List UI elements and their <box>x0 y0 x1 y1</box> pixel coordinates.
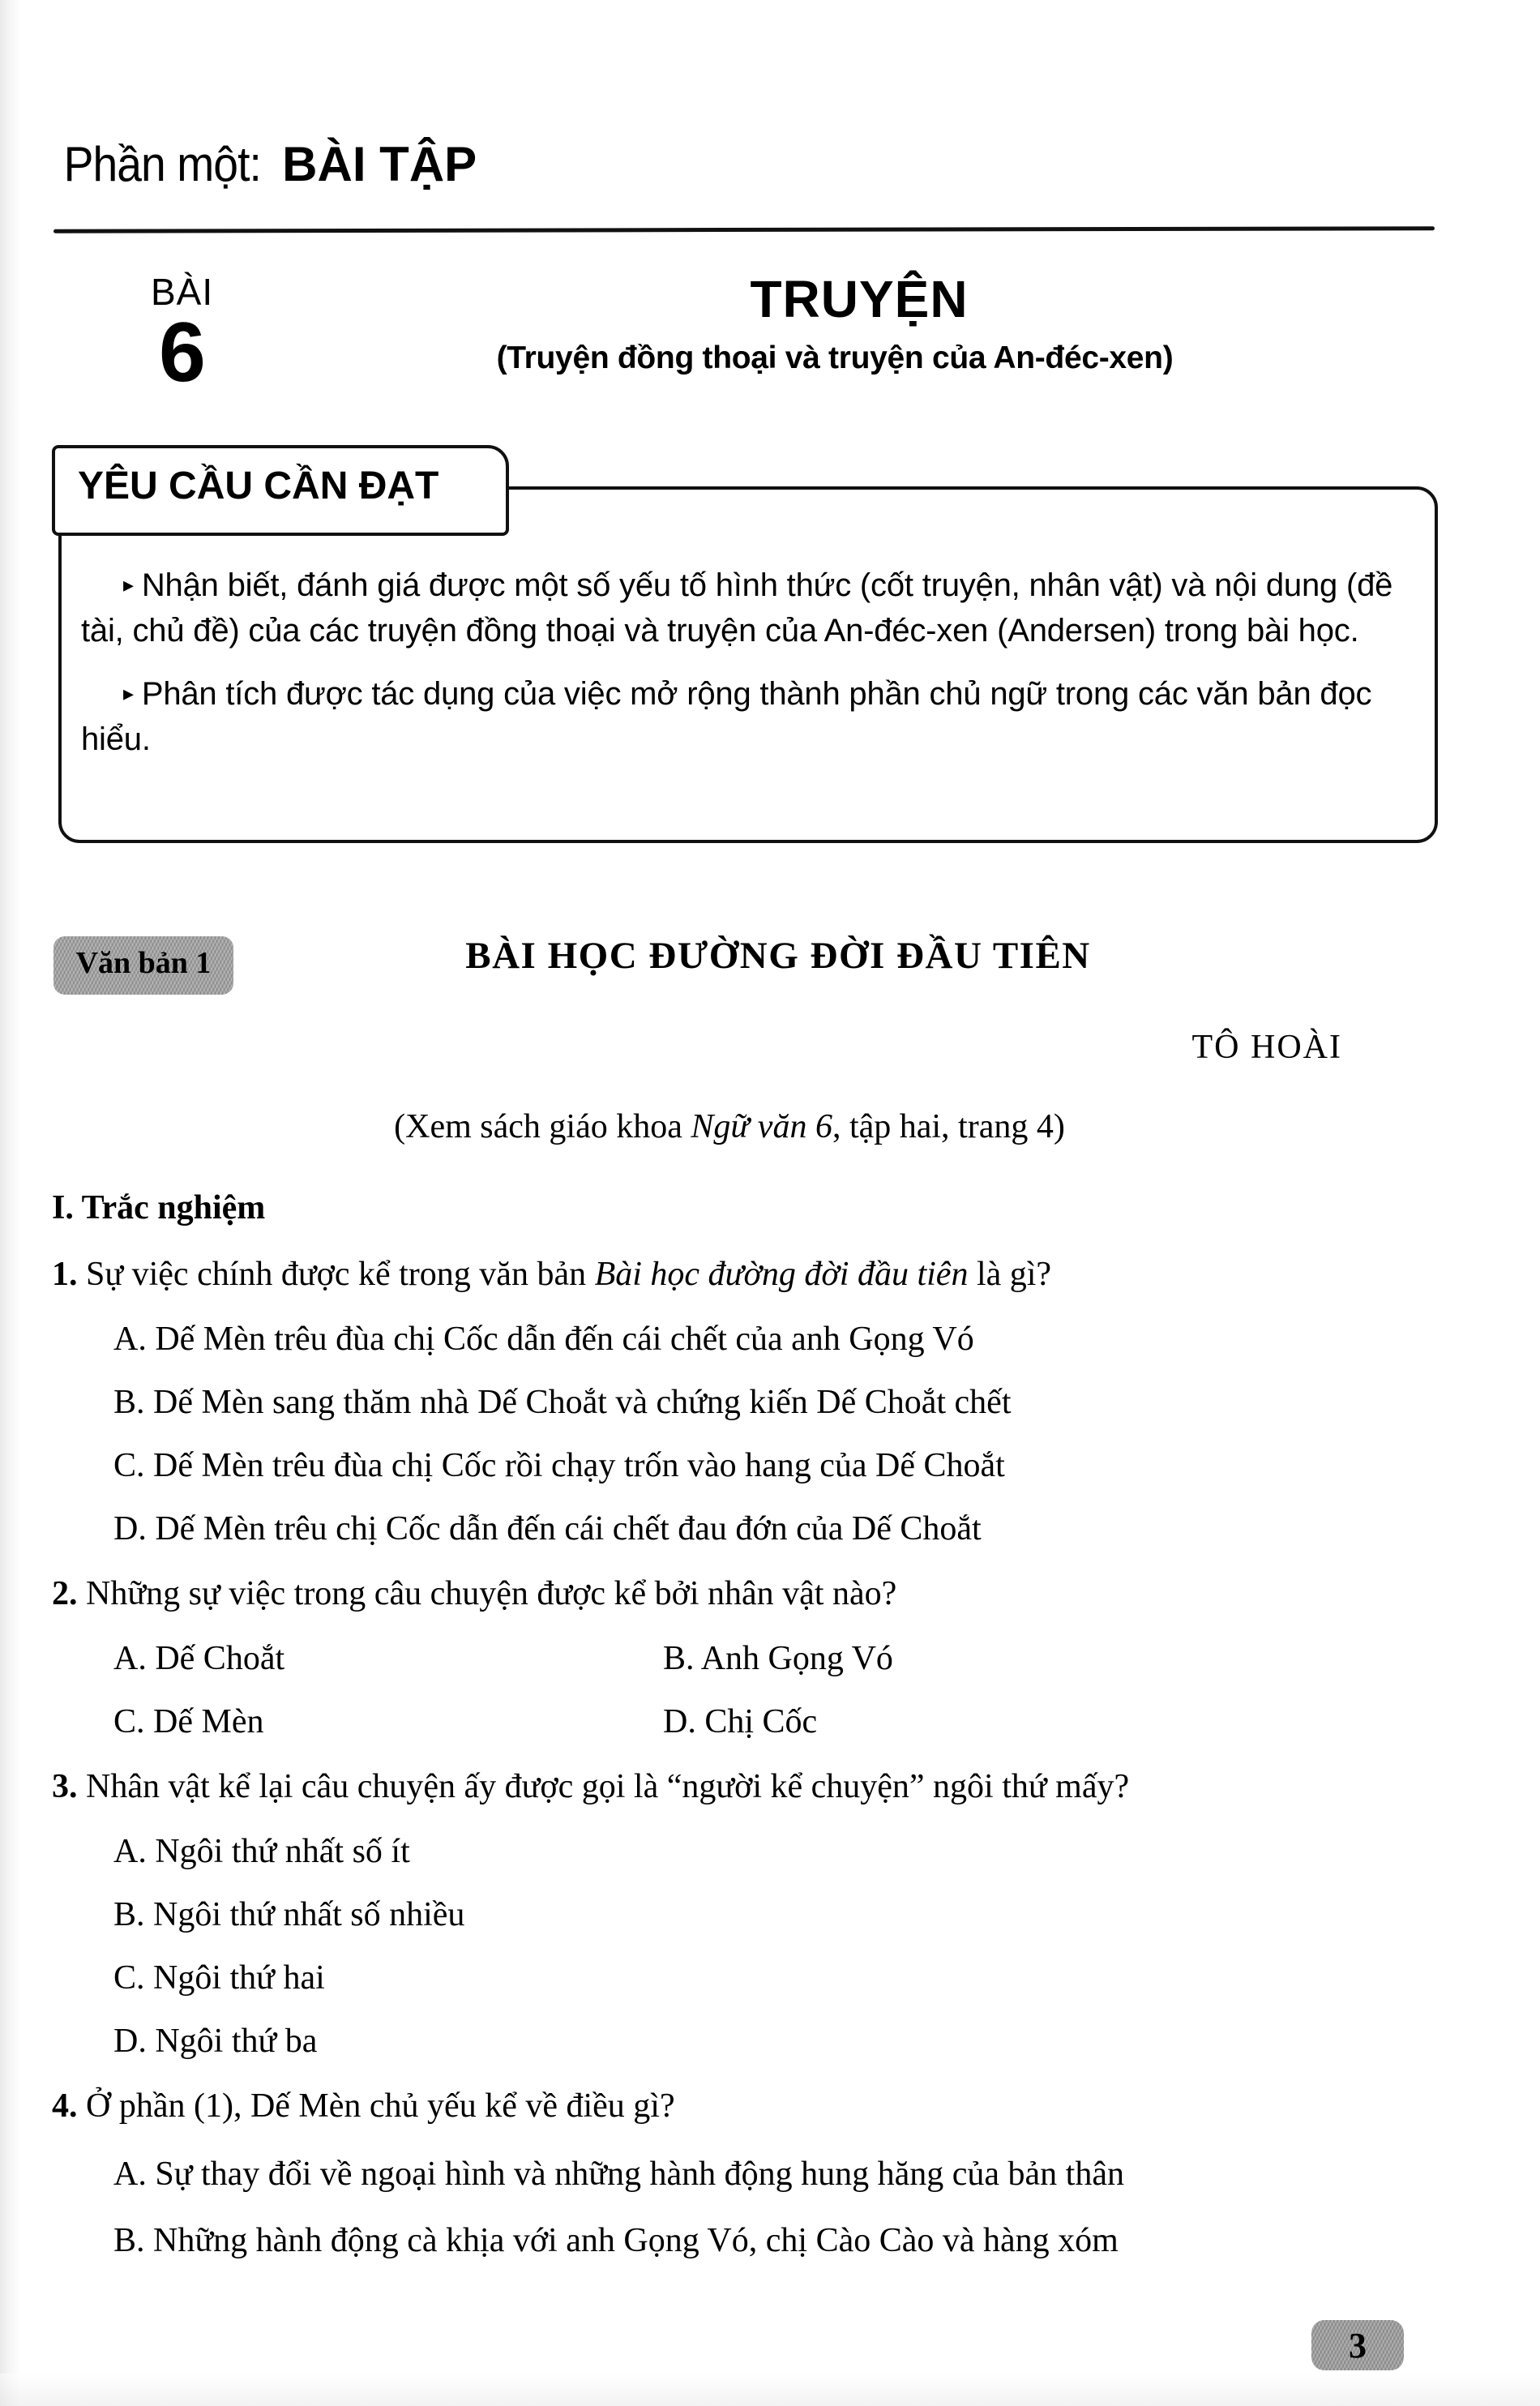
source-suffix: , tập hai, trang 4) <box>832 1108 1065 1145</box>
source-book-title: Ngữ văn 6 <box>691 1108 832 1145</box>
question-4-text: Ở phần (1), Dế Mèn chủ yếu kể về điều gì? <box>77 2087 675 2125</box>
question-1-italic: Bài học đường đời đầu tiên <box>594 1256 969 1293</box>
requirement-item <box>81 563 1415 653</box>
option-2-c[interactable]: C. Dế Mèn <box>113 1703 264 1740</box>
part-prefix: Phần một: <box>63 137 261 191</box>
document-author: TÔ HOÀI <box>1191 1029 1342 1066</box>
question-3 <box>52 1767 1129 1806</box>
option-3-b[interactable]: B. Ngôi thứ nhất số nhiều <box>113 1896 465 1933</box>
question-2-text: Những sự việc trong câu chuyện được kể bởi nhân vật nào? <box>77 1575 897 1612</box>
requirement-text: Nhận biết, đánh giá được một số yếu tố hình thức (cốt truyện, nhân vật) và nội dung (đề tài, chủ đề) của các truyện đồng thoại và truyện của An-đéc-xen (Andersen) trong bài học. <box>81 567 1393 649</box>
question-1 <box>52 1255 1051 1294</box>
requirement-text: Phân tích được tác dụng của việc mở rộng thành phần chủ ngữ trong các văn bản đọc hiểu. <box>81 676 1372 757</box>
unit-title: TRUYỆN <box>750 270 969 328</box>
document-source <box>154 1107 1305 1146</box>
question-2-number: 2. <box>52 1575 78 1612</box>
question-4 <box>52 2087 675 2126</box>
option-2-a[interactable]: A. Dế Choắt <box>113 1640 285 1677</box>
option-3-c[interactable]: C. Ngôi thứ hai <box>113 1959 325 1997</box>
option-1-a[interactable]: A. Dế Mèn trêu đùa chị Cốc dẫn đến cái chết của anh Gọng Vó <box>113 1321 974 1358</box>
option-1-d[interactable]: D. Dế Mèn trêu chị Cốc dẫn đến cái chết đau đớn của Dế Choắt <box>113 1510 982 1548</box>
question-1-text: Sự việc chính được kể trong văn bản <box>77 1256 595 1293</box>
lesson-label: BÀI <box>151 271 214 313</box>
triangle-bullet-icon: ▸ <box>123 681 134 705</box>
unit-subtitle: (Truyện đồng thoại và truyện của An-đéc-xen) <box>496 340 1174 375</box>
text-number-badge-label: Văn bản 1 <box>75 946 212 980</box>
option-1-b[interactable]: B. Dế Mèn sang thăm nhà Dế Choắt và chứng kiến Dế Choắt chết <box>113 1384 1012 1421</box>
part-title: BÀI TẬP <box>282 137 477 191</box>
option-4-b[interactable]: B. Những hành động cà khịa với anh Gọng Vó, chị Cào Cào và hàng xóm <box>113 2222 1119 2259</box>
option-1-c[interactable]: C. Dế Mèn trêu đùa chị Cốc rồi chạy trốn vào hang của Dế Choắt <box>113 1447 1005 1484</box>
section-heading: I. Trắc nghiệm <box>52 1189 266 1227</box>
option-4-a[interactable]: A. Sự thay đổi về ngoại hình và những hành động hung hăng của bản thân <box>113 2156 1124 2193</box>
question-1-text-end: là gì? <box>968 1256 1052 1293</box>
question-1-number: 1. <box>52 1256 78 1293</box>
document-title: BÀI HỌC ĐƯỜNG ĐỜI ĐẦU TIÊN <box>465 935 1091 977</box>
lesson-number: 6 <box>159 306 206 400</box>
requirement-item <box>81 671 1415 762</box>
requirements-tab-label: YÊU CẦU CẦN ĐẠT <box>78 465 439 507</box>
option-3-a[interactable]: A. Ngôi thứ nhất số ít <box>113 1833 410 1870</box>
part-heading-rule <box>53 226 1435 233</box>
option-2-b[interactable]: B. Anh Gọng Vó <box>663 1640 893 1677</box>
question-2 <box>52 1574 896 1613</box>
option-2-d[interactable]: D. Chị Cốc <box>663 1703 818 1740</box>
source-prefix: (Xem sách giáo khoa <box>394 1108 691 1145</box>
page-number: 3 <box>1349 2326 1367 2365</box>
part-heading <box>55 136 477 192</box>
option-3-d[interactable]: D. Ngôi thứ ba <box>113 2023 318 2060</box>
question-3-text: Nhân vật kể lại câu chuyện ấy được gọi là “người kể chuyện” ngôi thứ mấy? <box>77 1768 1130 1805</box>
question-4-number: 4. <box>52 2087 78 2125</box>
question-3-number: 3. <box>52 1768 78 1805</box>
requirements-list <box>81 563 1415 780</box>
triangle-bullet-icon: ▸ <box>123 572 134 597</box>
